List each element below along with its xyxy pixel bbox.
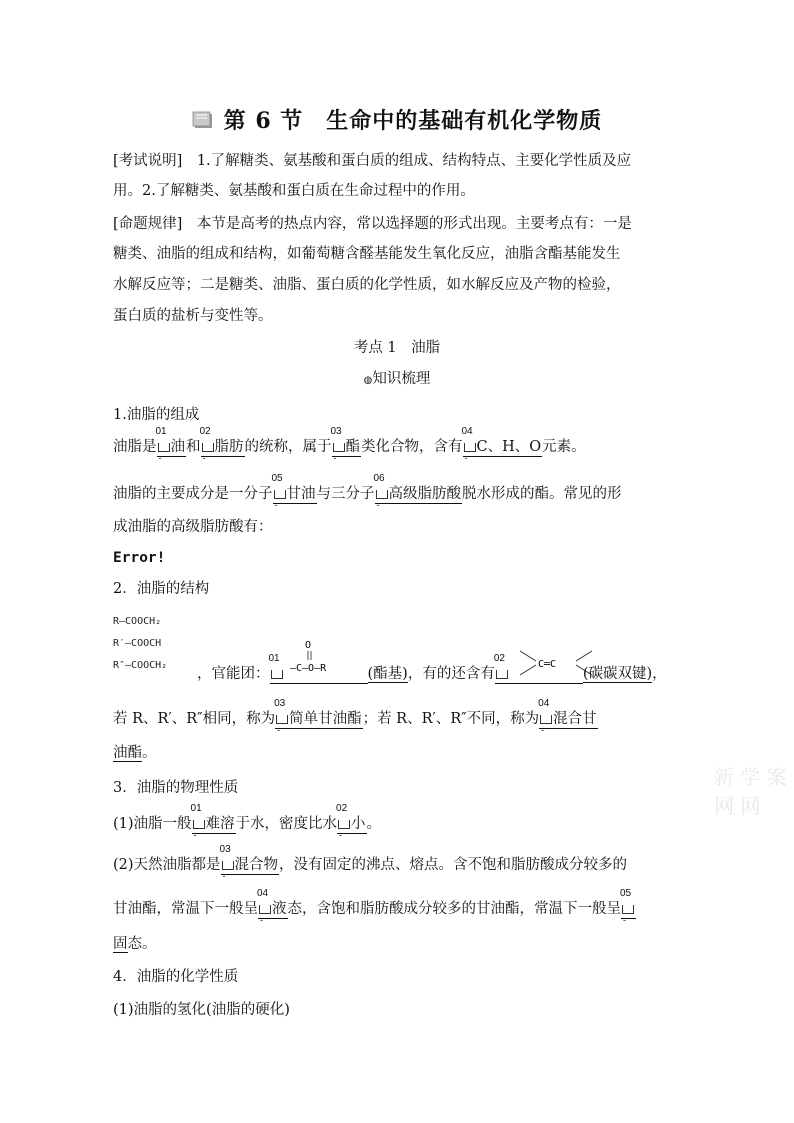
text-run: 脱水形成的酯。常见的形	[462, 486, 622, 502]
blank-box-icon	[333, 443, 345, 452]
text-run: ，有的还含有	[407, 666, 495, 682]
answer-blank-06	[373, 473, 463, 511]
answer-blank-02	[199, 426, 245, 464]
dash-mark-icon: -	[260, 916, 264, 926]
blank-number: 02	[336, 803, 348, 814]
text-run: 元素。	[542, 439, 586, 455]
structure-p2	[113, 698, 683, 736]
structure-row: R″—COOCH₂	[113, 660, 168, 671]
rule-note-line3: 水解反应等；二是糖类、油脂、蛋白质的化学性质，如水解反应及产物的检验，	[113, 277, 621, 293]
exam-note-line1	[113, 152, 683, 170]
blank-number: 01	[268, 653, 280, 664]
text-run: ，	[652, 666, 667, 682]
blank-number: 05	[271, 473, 283, 484]
alkene-bond	[520, 651, 536, 661]
blank-number: 02	[199, 426, 211, 437]
structure-row: R—COOCH₂	[113, 616, 162, 627]
blank-box-icon	[271, 670, 283, 679]
physical-p1	[113, 803, 683, 841]
dash-mark-icon: -	[339, 831, 343, 841]
answer-blank-03	[330, 426, 362, 464]
structure-row: R′—COOCH	[113, 638, 162, 649]
page-title: 第 6 节 生命中的基础有机化学物质	[223, 108, 603, 134]
text-run: ；若 R、R′、R″不同，称为	[362, 711, 540, 727]
text-run: 甘油酯，常温下一般呈	[113, 901, 258, 917]
blank-number: 03	[274, 698, 286, 709]
blank-box-icon	[276, 715, 288, 724]
blank-number: 04	[257, 888, 269, 899]
blank-answer: 难溶	[205, 816, 235, 832]
blank-answer: 液	[272, 901, 287, 917]
text-run: 态，含饱和脂肪酸成分较多的甘油酯，常温下一般呈	[287, 901, 621, 917]
blank-number: 03	[219, 844, 231, 855]
ester-group-diagram	[288, 638, 368, 678]
physical-p3	[113, 888, 683, 926]
alkene-diagram	[518, 647, 608, 681]
composition-heading: 1.油脂的组成	[113, 407, 200, 423]
blank-number: 01	[155, 426, 167, 437]
blank-answer: 甘油	[286, 486, 316, 502]
blank-answer: 高级脂肪酸	[388, 486, 461, 502]
physical-heading: 3．油脂的物理性质	[113, 780, 239, 796]
chemical-heading: 4．油脂的化学性质	[113, 969, 239, 985]
blank-answer: 简单甘油酯	[289, 711, 362, 727]
blank-number: 04	[538, 698, 550, 709]
text-run: ，没有固定的沸点、熔点。含不饱和脂肪酸成分较多的	[279, 857, 628, 873]
blank-number: 03	[330, 426, 342, 437]
structure-heading: 2．油脂的结构	[113, 581, 210, 597]
text-run: 油脂是	[113, 439, 157, 455]
blank-answer: 小	[351, 816, 366, 832]
rule-note-text1: 本节是高考的热点内容，常以选择题的形式出现。主要考点有：一是	[182, 216, 632, 232]
ester-label: (酯基)	[367, 666, 408, 682]
blank-box-icon	[202, 443, 214, 452]
answer-blank-insoluble	[190, 803, 236, 841]
text-run: 若 R、R′、R″相同，称为	[113, 711, 276, 727]
blank-box-icon	[158, 443, 170, 452]
triglyceride-structure	[113, 611, 167, 677]
blank-box-icon	[464, 443, 476, 452]
dash-mark-icon: -	[464, 454, 468, 464]
dash-mark-icon: -	[541, 726, 545, 736]
exam-note-line2: 用。2.了解糖类、氨基酸和蛋白质在生命过程中的作用。	[113, 183, 475, 199]
blank-box-icon	[622, 905, 634, 914]
blank-number: 04	[461, 426, 473, 437]
exam-note-tag: [考试说明]	[113, 153, 183, 169]
exam-note-text1: 1.了解糖类、氨基酸和蛋白质的组成、结构特点、主要化学性质及应	[182, 153, 632, 169]
physical-p4	[113, 935, 683, 953]
text-run: (1)油脂一般	[113, 816, 192, 832]
text-run: 与三分子	[316, 486, 375, 502]
rule-note-line2: 糖类、油脂的组成和结构，如葡萄糖含醛基能发生氧化反应，油脂含酯基能发生	[113, 246, 621, 262]
text-run: 。	[366, 816, 382, 832]
blank-box-icon	[496, 670, 508, 679]
dash-mark-icon: -	[623, 916, 627, 926]
rule-note-line4: 蛋白质的盐析与变性等。	[113, 308, 273, 324]
dash-mark-icon: -	[376, 501, 380, 511]
ester-formula: —C—O—R	[290, 663, 327, 674]
text-run: 于水，密度比水	[235, 816, 338, 832]
blank-number: 06	[373, 473, 385, 484]
dash-mark-icon: -	[202, 454, 206, 464]
title-row	[0, 104, 794, 135]
ester-oxygen: O	[305, 640, 312, 651]
rule-note-line1	[113, 215, 683, 233]
answer-blank-05	[271, 473, 317, 511]
subsection-title	[0, 370, 794, 390]
watermark: 新 学 案 网 网	[714, 765, 787, 818]
alkene-formula: C═C	[538, 659, 557, 670]
answer-blank-04	[461, 426, 543, 464]
blank-number: 02	[493, 653, 505, 664]
blank-box-icon	[376, 490, 388, 499]
answer-blank-density	[336, 803, 367, 841]
answer-blank-01	[155, 426, 187, 464]
answer-blank-solid	[620, 888, 636, 926]
composition-p3: 成油脂的高级脂肪酸有：	[113, 519, 273, 535]
answer-blank-liquid	[257, 888, 288, 926]
alkene-bond	[576, 651, 592, 661]
alkene-label: (碳碳双键)	[582, 666, 653, 682]
text-run: ，官能团：	[197, 666, 270, 682]
blank-answer: 酯	[345, 439, 360, 455]
dash-mark-icon: -	[274, 501, 278, 511]
text-run: 态。	[127, 936, 157, 952]
text-run: 和	[186, 439, 201, 455]
blank-box-icon	[338, 820, 350, 829]
blank-answer: 混合甘	[553, 711, 597, 727]
blank-box-icon	[259, 905, 271, 914]
dash-mark-icon: -	[158, 454, 162, 464]
alkene-bond	[520, 665, 536, 675]
chemical-p1: (1)油脂的氢化(油脂的硬化)	[113, 1002, 290, 1018]
blank-answer-continued: 油酯	[113, 745, 142, 761]
dash-mark-icon: -	[333, 454, 337, 464]
blank-answer: 混合物	[234, 857, 279, 873]
blank-answer-continued: 固	[113, 936, 128, 952]
blank-answer: 油	[170, 439, 185, 455]
answer-blank-simple	[274, 698, 363, 736]
rule-note-tag: [命题规律]	[113, 216, 183, 232]
composition-p1	[113, 426, 683, 464]
answer-blank-mixed	[538, 698, 598, 736]
subsection-text: 知识梳理	[372, 371, 431, 387]
physical-p2	[113, 844, 683, 882]
answer-blank-mixture	[219, 844, 280, 882]
blank-answer: C、H、O	[476, 439, 542, 455]
dash-mark-icon: -	[277, 726, 281, 736]
book-icon	[192, 110, 214, 130]
blank-box-icon	[274, 490, 286, 499]
blank-box-icon	[540, 715, 552, 724]
blank-number: 05	[620, 888, 632, 899]
text-run: (2)天然油脂都是	[113, 857, 221, 873]
blank-number: 01	[190, 803, 202, 814]
leaf-icon: ◍	[363, 375, 373, 386]
text-run: 的统称，属于	[244, 439, 332, 455]
section-title: 考点 1 油脂	[353, 340, 441, 356]
error-text: Error!	[113, 550, 166, 566]
structure-p3	[113, 744, 683, 762]
text-run: 。	[142, 745, 157, 761]
text-run: 油脂的主要成分是一分子	[113, 486, 273, 502]
blank-answer: 脂肪	[214, 439, 244, 455]
alkene-bond	[576, 665, 592, 675]
text-run: 类化合物，含有	[361, 439, 463, 455]
dash-mark-icon: -	[193, 831, 197, 841]
composition-p2	[113, 473, 683, 511]
blank-box-icon	[222, 861, 234, 870]
blank-box-icon	[193, 820, 205, 829]
dash-mark-icon: -	[222, 872, 226, 882]
